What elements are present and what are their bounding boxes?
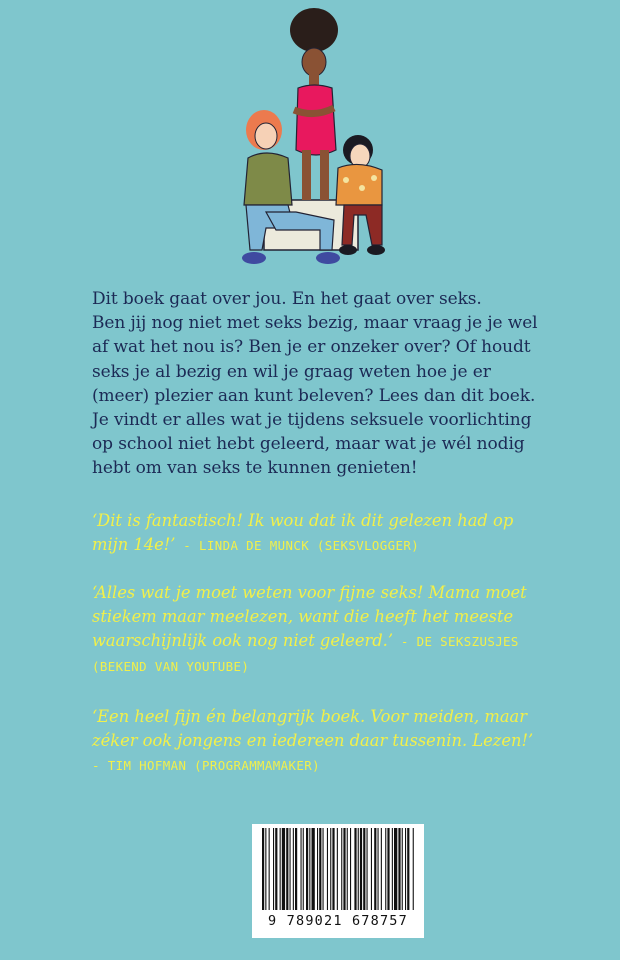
- blurb-line: Je vindt er alles wat je tijdens seksuele voorlichting: [92, 410, 532, 431]
- barcode-bar: [343, 828, 345, 910]
- barcode-bar: [387, 828, 389, 910]
- standing-girl-figure: [290, 8, 338, 200]
- review-quote-sekszusjes: [92, 581, 572, 679]
- barcode-bar: [405, 828, 406, 910]
- blurb-line: op school niet hebt geleerd, maar wat je wél nodig: [92, 434, 525, 455]
- quote-attribution: - TIM HOFMAN (PROGRAMMAMAKER): [92, 758, 320, 773]
- barcode-bar: [374, 828, 376, 910]
- blurb-line: (meer) plezier aan kunt beleven? Lees dan dit boek.: [92, 385, 536, 406]
- barcode-bar: [358, 828, 359, 910]
- barcode-bar: [385, 828, 386, 910]
- barcode-bar: [309, 828, 310, 910]
- barcode-bar: [301, 828, 302, 910]
- quote-text: waarschijnlijk ook nog niet geleerd.’: [92, 631, 394, 650]
- quote-text: ‘Dit is fantastisch! Ik wou dat ik dit gelezen had op: [92, 511, 514, 530]
- barcode-bar: [350, 828, 351, 910]
- barcode-bar: [378, 828, 379, 910]
- quote-text: mijn 14e!’: [92, 535, 176, 554]
- barcode-bar: [323, 828, 324, 910]
- barcode-bar: [354, 828, 356, 910]
- barcode-bar: [275, 828, 277, 910]
- quote-text: stiekem maar meelezen, want die heeft het meeste: [92, 607, 514, 626]
- blurb-line: seks je al bezig en wil je graag weten hoe je er: [92, 361, 491, 382]
- barcode-bar: [413, 828, 414, 910]
- review-quote-linda: [92, 509, 572, 558]
- quote-text: ‘Alles wat je moet weten voor fijne seks! Mama moet: [92, 583, 527, 602]
- barcode-bar: [303, 828, 304, 910]
- barcode-bar: [330, 828, 331, 910]
- barcode-bar: [360, 828, 362, 910]
- barcode-bars: [256, 828, 420, 910]
- barcode-bar: [290, 828, 291, 910]
- barcode-bar: [394, 828, 397, 910]
- back-cover-blurb: [92, 287, 562, 481]
- barcode-bar: [327, 828, 328, 910]
- right-girl-figure: [336, 135, 385, 255]
- blurb-line: Dit boek gaat over jou. En het gaat over seks.: [92, 289, 482, 309]
- isbn-number: 9 789021 678757: [268, 913, 408, 929]
- barcode-bar: [286, 828, 288, 910]
- barcode-bar: [381, 828, 382, 910]
- barcode-bar: [332, 828, 334, 910]
- barcode-bar: [269, 828, 270, 910]
- blurb-line: hebt om van seks te kunnen genieten!: [92, 458, 418, 479]
- barcode-bar: [398, 828, 400, 910]
- barcode-bar: [319, 828, 321, 910]
- barcode-bar: [363, 828, 365, 910]
- barcode-bar: [265, 828, 266, 910]
- barcode-bar: [347, 828, 348, 910]
- barcode-bar: [312, 828, 315, 910]
- barcode-bar: [280, 828, 281, 910]
- barcode-bar: [306, 828, 308, 910]
- barcode-bar: [392, 828, 393, 910]
- barcode-bar: [262, 828, 264, 910]
- blurb-line: af wat het nou is? Ben je er onzeker over? Of houdt: [92, 337, 531, 358]
- barcode-bar: [341, 828, 342, 910]
- barcode-bar: [337, 828, 338, 910]
- barcode-bar: [282, 828, 285, 910]
- quote-text: zéker ook jongens en iedereen daar tussenin. Lezen!’: [92, 731, 534, 750]
- blurb-line: Ben jij nog niet met seks bezig, maar vraag je je wel: [92, 313, 538, 334]
- barcode-bar: [317, 828, 318, 910]
- barcode-bar: [273, 828, 274, 910]
- review-quote-tim: [92, 705, 572, 778]
- barcode-bar: [295, 828, 297, 910]
- isbn-barcode: [252, 824, 424, 938]
- quote-text: ‘Een heel fijn én belangrijk boek. Voor meiden, maar: [92, 707, 528, 726]
- barcode-bar: [367, 828, 368, 910]
- barcode-bar: [293, 828, 294, 910]
- quote-attribution: (BEKEND VAN YOUTUBE): [92, 659, 250, 674]
- barcode-bar: [371, 828, 372, 910]
- quote-attribution: - DE SEKSZUSJES: [393, 634, 519, 649]
- quote-attribution: - LINDA DE MUNCK (SEKSVLOGGER): [175, 538, 420, 553]
- barcode-bar: [402, 828, 403, 910]
- cover-illustration: [236, 0, 386, 270]
- barcode-bar: [407, 828, 409, 910]
